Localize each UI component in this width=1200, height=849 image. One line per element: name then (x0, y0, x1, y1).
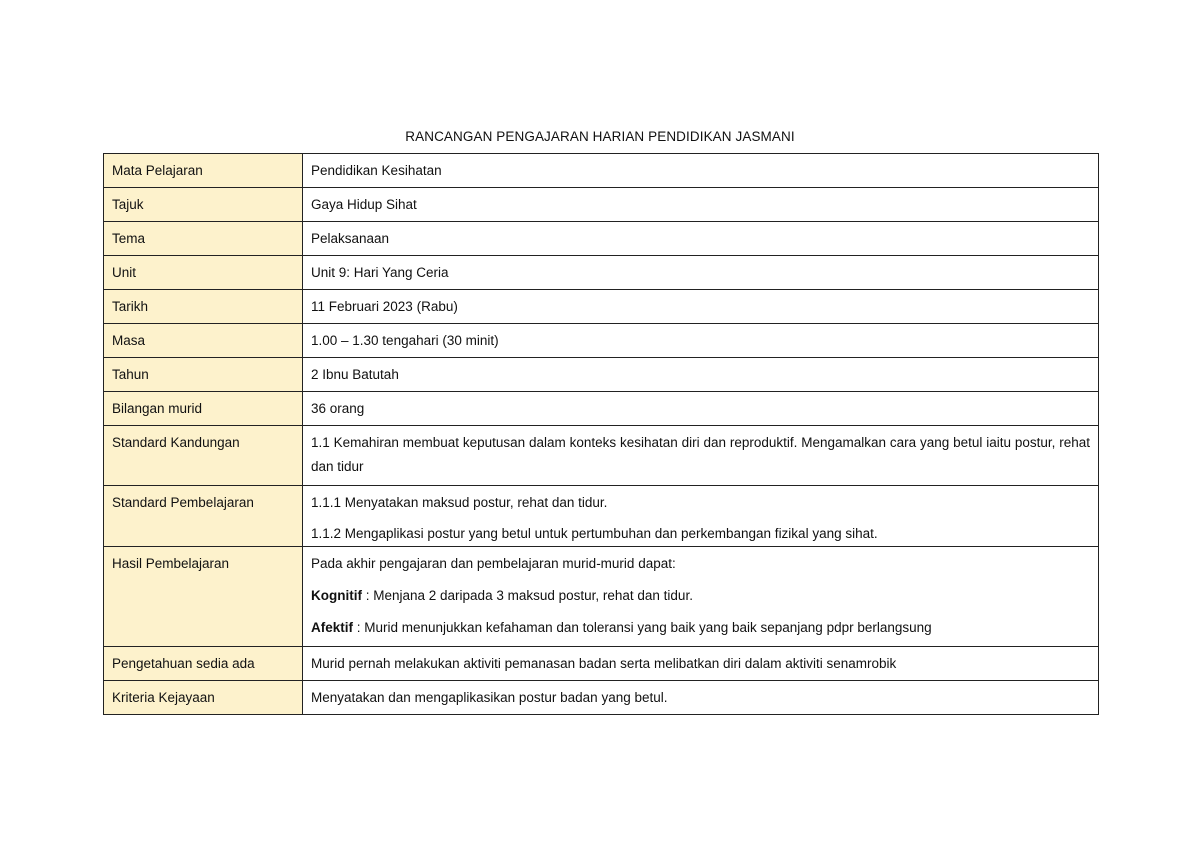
table-row (104, 681, 1099, 715)
kognitif-text: : Menjana 2 daripada 3 maksud postur, rehat dan tidur. (361, 588, 693, 603)
row-label-mata-pelajaran: Mata Pelajaran (104, 154, 303, 188)
table-row (104, 426, 1099, 486)
table-row (104, 188, 1099, 222)
row-value-tema: Pelaksanaan (303, 222, 1099, 256)
row-label-standard-kandungan: Standard Kandungan (104, 426, 303, 486)
table-row (104, 256, 1099, 290)
row-value-tahun: 2 Ibnu Batutah (303, 358, 1099, 392)
standard-pembelajaran-item: 1.1.2 Mengaplikasi postur yang betul untuk pertumbuhan dan perkembangan fizikal yang sihat. (311, 526, 878, 541)
row-label-hasil-pembelajaran: Hasil Pembelajaran (104, 547, 303, 647)
row-label-tarikh: Tarikh (104, 290, 303, 324)
table-row (104, 647, 1099, 681)
table-row (104, 392, 1099, 426)
row-value-tarikh: 11 Februari 2023 (Rabu) (303, 290, 1099, 324)
row-label-tajuk: Tajuk (104, 188, 303, 222)
row-value-hasil-pembelajaran (303, 547, 1099, 647)
lesson-plan-table (103, 153, 1099, 715)
row-label-masa: Masa (104, 324, 303, 358)
row-value-standard-pembelajaran (303, 486, 1099, 547)
document-title: RANCANGAN PENGAJARAN HARIAN PENDIDIKAN JASMANI (405, 129, 795, 144)
row-label-standard-pembelajaran: Standard Pembelajaran (104, 486, 303, 547)
row-label-pengetahuan-sedia-ada: Pengetahuan sedia ada (104, 647, 303, 681)
row-value-masa: 1.00 – 1.30 tengahari (30 minit) (303, 324, 1099, 358)
row-label-bilangan-murid: Bilangan murid (104, 392, 303, 426)
table-row (104, 154, 1099, 188)
row-value-mata-pelajaran: Pendidikan Kesihatan (303, 154, 1099, 188)
row-value-unit: Unit 9: Hari Yang Ceria (303, 256, 1099, 290)
table-row (104, 290, 1099, 324)
row-label-tahun: Tahun (104, 358, 303, 392)
row-value-kriteria-kejayaan: Menyatakan dan mengaplikasikan postur badan yang betul. (303, 681, 1099, 715)
table-row (104, 324, 1099, 358)
row-value-pengetahuan-sedia-ada: Murid pernah melakukan aktiviti pemanasan badan serta melibatkan diri dalam aktiviti senamrobik (303, 647, 1099, 681)
row-label-kriteria-kejayaan: Kriteria Kejayaan (104, 681, 303, 715)
kognitif-label: Kognitif (311, 588, 362, 603)
row-label-unit: Unit (104, 256, 303, 290)
afektif-text: : Murid menunjukkan kefahaman dan toleransi yang baik yang baik sepanjang pdpr berlangsung (353, 620, 932, 635)
hasil-pembelajaran-kognitif (311, 584, 1090, 608)
hasil-pembelajaran-afektif (311, 616, 1090, 640)
row-label-tema: Tema (104, 222, 303, 256)
standard-pembelajaran-item: 1.1.1 Menyatakan maksud postur, rehat dan tidur. (311, 495, 608, 510)
afektif-label: Afektif (311, 620, 354, 635)
table-row (104, 547, 1099, 647)
table-row (104, 358, 1099, 392)
table-row (104, 222, 1099, 256)
table-row (104, 486, 1099, 547)
row-value-standard-kandungan: 1.1 Kemahiran membuat keputusan dalam konteks kesihatan diri dan reproduktif. Mengamalkan cara yang betul iaitu postur, rehat dan tidur (303, 426, 1099, 486)
row-value-bilangan-murid: 36 orang (303, 392, 1099, 426)
row-value-tajuk: Gaya Hidup Sihat (303, 188, 1099, 222)
hasil-pembelajaran-intro: Pada akhir pengajaran dan pembelajaran murid-murid dapat: (311, 556, 676, 571)
